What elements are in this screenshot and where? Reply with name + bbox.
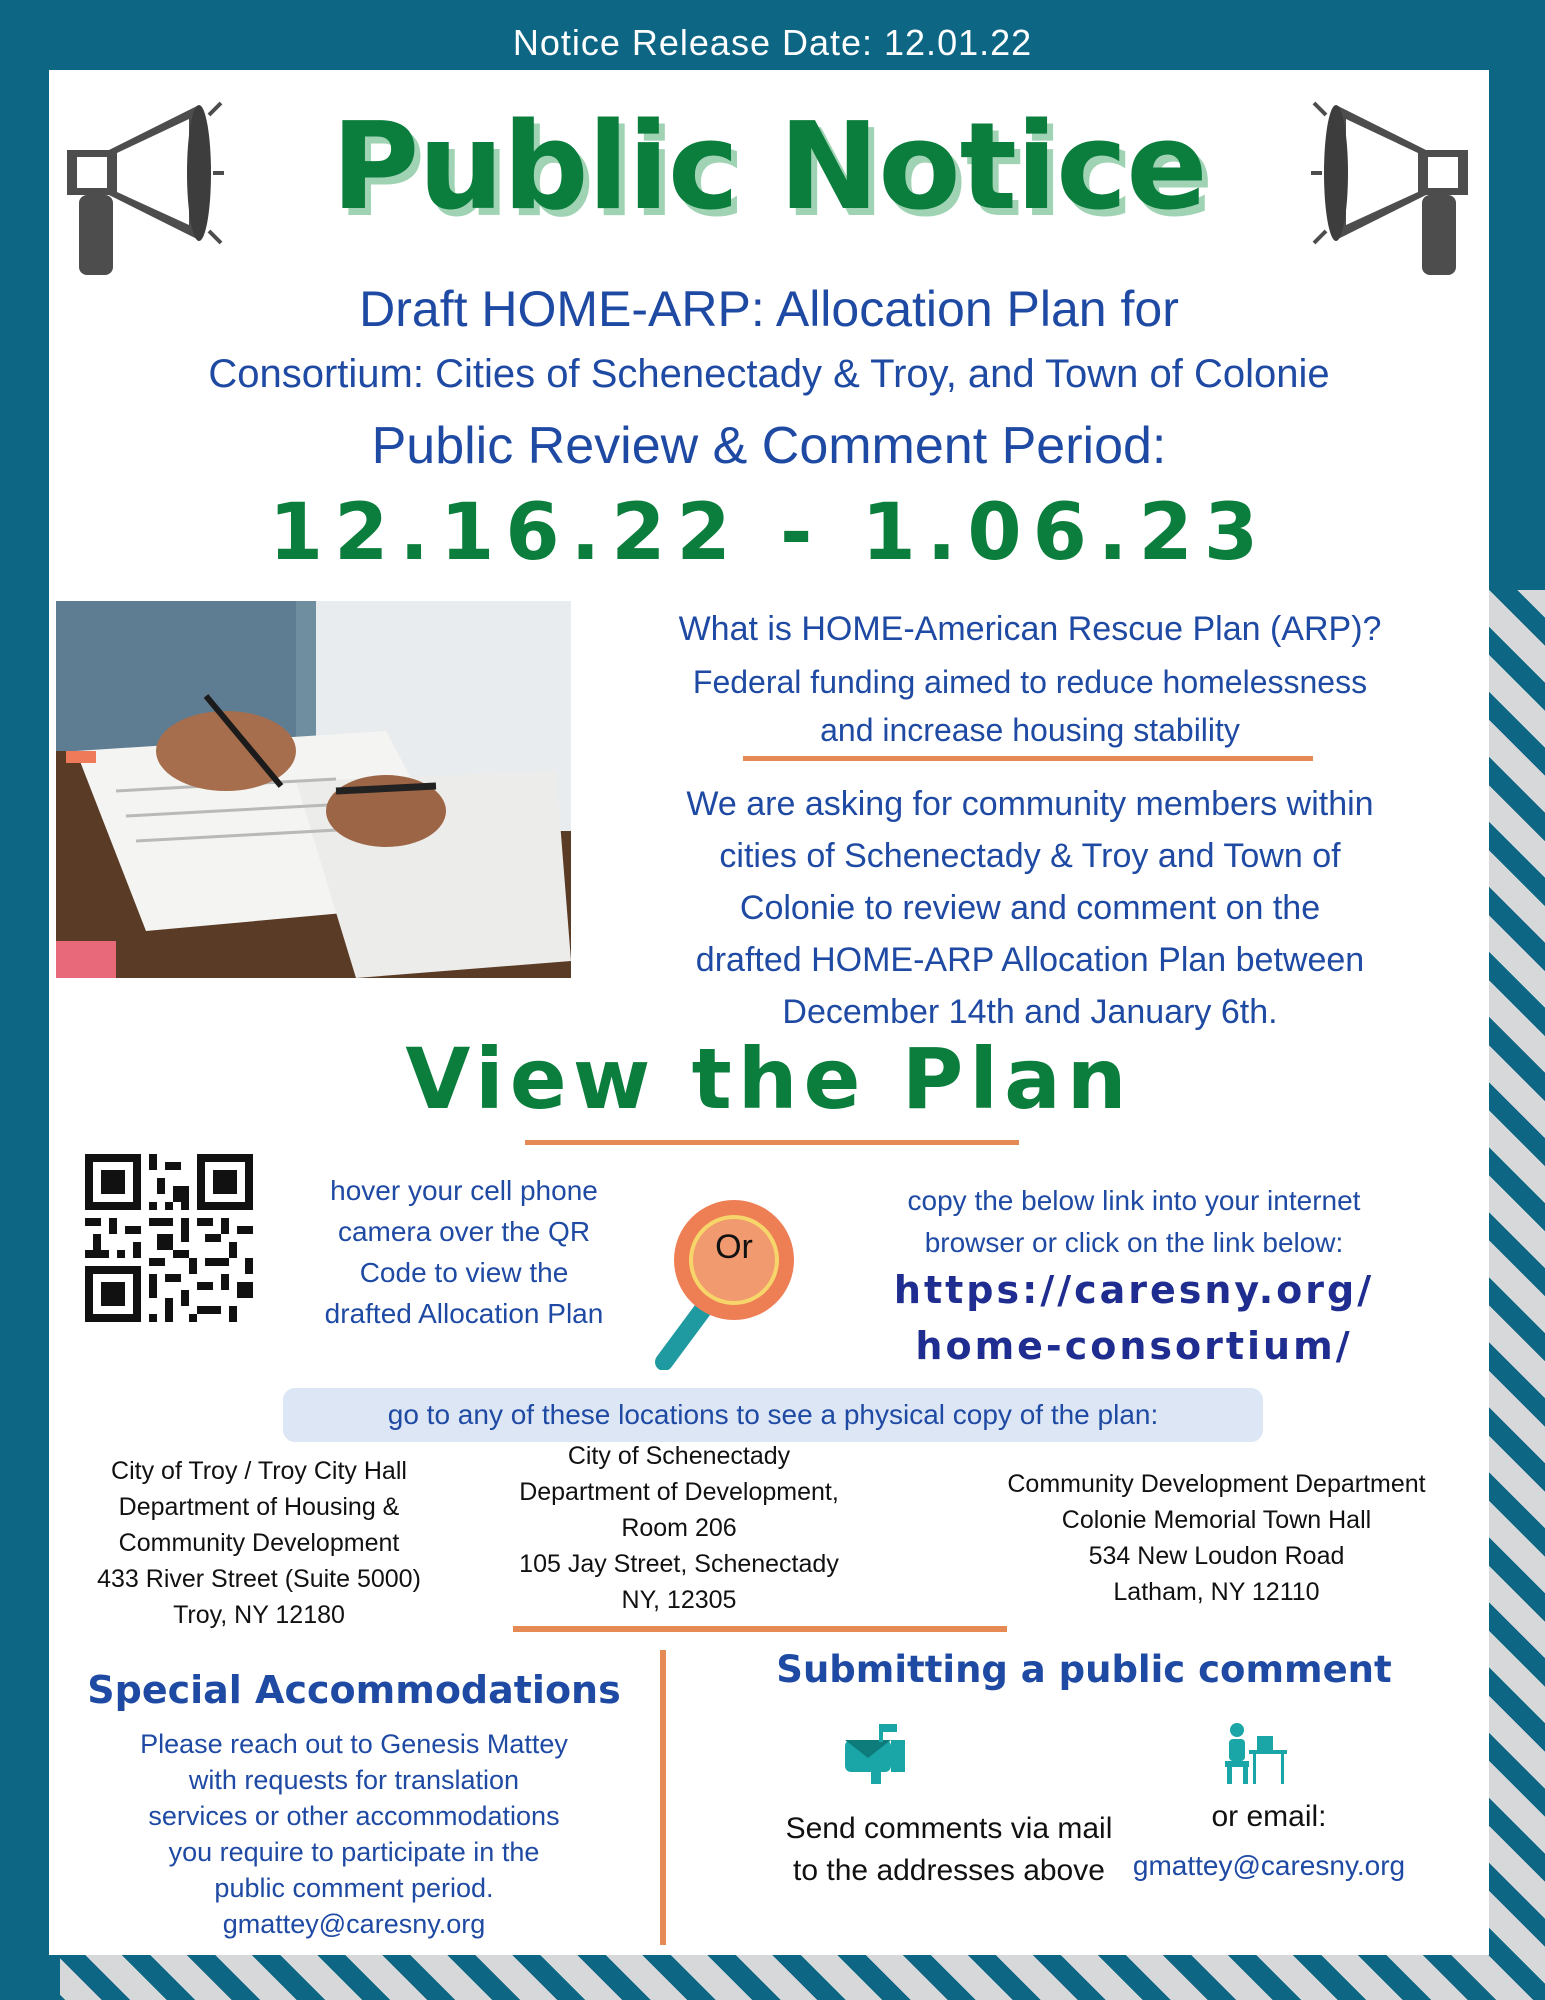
megaphone-icon bbox=[1311, 95, 1486, 280]
accommodation-line: public comment period. bbox=[214, 1873, 494, 1903]
mailbox-icon bbox=[839, 1722, 909, 1784]
or-email-label: or email: bbox=[1211, 1800, 1327, 1833]
accommodation-line: services or other accommodations bbox=[148, 1801, 560, 1831]
review-period-label: Public Review & Comment Period: bbox=[371, 417, 1167, 475]
address-line: City of Troy / Troy City Hall bbox=[111, 1457, 407, 1485]
accommodation-email[interactable]: gmattey@caresny.org bbox=[222, 1909, 486, 1939]
qr-code-icon[interactable] bbox=[85, 1154, 253, 1322]
address-line: NY, 12305 bbox=[621, 1586, 737, 1614]
address-line: Colonie Memorial Town Hall bbox=[1061, 1506, 1372, 1534]
arp-answer bbox=[571, 658, 1489, 754]
megaphone-icon bbox=[49, 95, 224, 280]
magnifier-icon bbox=[654, 1190, 814, 1370]
link-line[interactable]: home-consortium/ bbox=[915, 1324, 1353, 1368]
request-line: December 14th and January 6th. bbox=[782, 993, 1278, 1031]
plan-subtitle: Draft HOME-ARP: Allocation Plan for bbox=[359, 281, 1179, 337]
documents-photo bbox=[56, 601, 571, 978]
page-title: Public Notice bbox=[331, 98, 1207, 237]
vertical-divider bbox=[660, 1650, 666, 1945]
address-line: Latham, NY 12110 bbox=[1113, 1578, 1320, 1606]
locations-intro: go to any of these locations to see a physical copy of the plan: bbox=[283, 1388, 1263, 1442]
address-line: Troy, NY 12180 bbox=[173, 1601, 345, 1629]
address-line: 105 Jay Street, Schenectady bbox=[519, 1550, 839, 1578]
consortium-line: Consortium: Cities of Schenectady & Troy, and Town of Colonie bbox=[208, 352, 1330, 396]
mail-line: Send comments via mail bbox=[785, 1812, 1113, 1845]
request-line: Colonie to review and comment on the bbox=[739, 889, 1321, 927]
view-plan-heading: View the Plan bbox=[405, 1030, 1133, 1128]
location-schenectady bbox=[469, 1438, 889, 1618]
release-date: Notice Release Date: 12.01.22 bbox=[512, 22, 1033, 63]
location-troy bbox=[69, 1453, 449, 1633]
address-line: Department of Housing & bbox=[118, 1493, 400, 1521]
address-line: Room 206 bbox=[621, 1514, 737, 1542]
request-line: cities of Schenectady & Troy and Town of bbox=[719, 837, 1341, 875]
address-line: Community Development bbox=[118, 1529, 400, 1557]
submit-comment-title: Submitting a public comment bbox=[776, 1648, 1392, 1691]
special-accommodations-title: Special Accommodations bbox=[87, 1668, 621, 1712]
review-dates: 12.16.22 - 1.06.23 bbox=[268, 488, 1270, 578]
copy-instruction-line: copy the below link into your internet bbox=[907, 1185, 1361, 1216]
community-request bbox=[571, 778, 1489, 1038]
accommodation-line: you require to participate in the bbox=[168, 1837, 540, 1867]
or-label: Or bbox=[715, 1228, 753, 1266]
request-line: drafted HOME-ARP Allocation Plan between bbox=[695, 941, 1365, 979]
link-line[interactable]: https://caresny.org/ bbox=[893, 1268, 1375, 1312]
mail-line: to the addresses above bbox=[793, 1854, 1105, 1887]
qr-instruction-line: drafted Allocation Plan bbox=[324, 1298, 604, 1329]
copy-instructions bbox=[809, 1180, 1459, 1264]
answer-line: and increase housing stability bbox=[820, 712, 1240, 748]
orange-divider bbox=[525, 1140, 1019, 1145]
qr-instruction-line: hover your cell phone bbox=[330, 1175, 598, 1206]
or-badge bbox=[654, 1190, 814, 1370]
address-line: 534 New Loudon Road bbox=[1088, 1542, 1345, 1570]
notice-panel bbox=[49, 70, 1489, 1955]
plan-link[interactable] bbox=[809, 1262, 1459, 1374]
accommodation-line: Please reach out to Genesis Mattey bbox=[140, 1729, 568, 1759]
qr-instruction-line: camera over the QR bbox=[337, 1216, 591, 1247]
accommodation-line: with requests for translation bbox=[188, 1765, 520, 1795]
address-line: City of Schenectady bbox=[567, 1442, 791, 1470]
address-line: Community Development Department bbox=[1007, 1470, 1426, 1498]
submit-email-link[interactable]: gmattey@caresny.org bbox=[1132, 1850, 1406, 1881]
desk-worker-icon bbox=[1219, 1722, 1289, 1784]
request-line: We are asking for community members within bbox=[686, 785, 1374, 823]
special-accommodations-body bbox=[79, 1726, 629, 1942]
arp-question: What is HOME-American Rescue Plan (ARP)? bbox=[678, 610, 1382, 648]
answer-line: Federal funding aimed to reduce homelessness bbox=[692, 664, 1368, 700]
location-colonie bbox=[949, 1466, 1484, 1610]
orange-divider bbox=[513, 1626, 1007, 1632]
address-line: Department of Development, bbox=[519, 1478, 839, 1506]
orange-divider bbox=[743, 756, 1313, 761]
copy-instruction-line: browser or click on the link below: bbox=[924, 1227, 1344, 1258]
qr-instruction-line: Code to view the bbox=[359, 1257, 569, 1288]
qr-instructions bbox=[294, 1170, 634, 1334]
address-line: 433 River Street (Suite 5000) bbox=[97, 1565, 421, 1593]
